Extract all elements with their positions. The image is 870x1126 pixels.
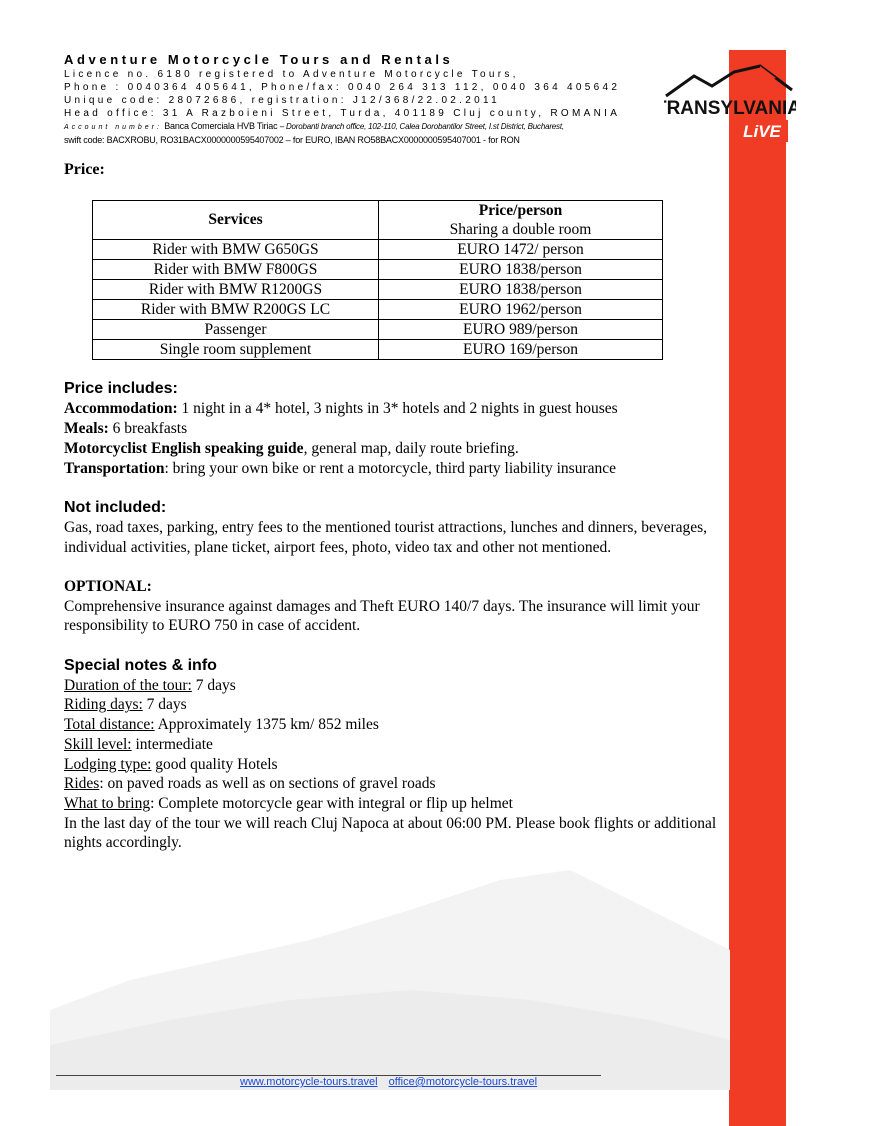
table-row — [93, 259, 663, 279]
note-item: Rides: on paved roads as well as on sections of gravel roads — [64, 775, 436, 793]
mountain-watermark — [50, 870, 730, 1090]
logo-live: LiVE — [743, 122, 781, 141]
swift-prefix: swift code: — [64, 135, 105, 145]
price-cell: EURO 1838/person — [379, 259, 663, 279]
note-item: Duration of the tour: 7 days — [64, 676, 236, 694]
licence-line: Licence no. 6180 registered to Adventure Motorcycle Tours, — [64, 69, 519, 80]
not-included-text: Gas, road taxes, parking, entry fees to the mentioned tourist attractions, lunches and dinners, beverages, individual activities, plane ticket, airport fees, photo, video tax and other not mentioned. — [64, 518, 708, 556]
table-row — [93, 319, 663, 339]
website-link[interactable]: www.motorcycle-tours.travel — [240, 1076, 378, 1088]
includes-accommodation: Accommodation: 1 night in a 4* hotel, 3 nights in 3* hotels and 2 nights in guest houses — [64, 400, 618, 418]
company-name: Adventure Motorcycle Tours and Rentals — [64, 52, 454, 67]
includes-meals: Meals: 6 breakfasts — [64, 420, 188, 438]
notes-heading: Special notes & info — [64, 656, 217, 674]
note-item: Lodging type: good quality Hotels — [64, 755, 278, 773]
includes-heading: Price includes: — [64, 380, 178, 398]
note-item: Riding days: 7 days — [64, 696, 187, 714]
service-cell: Single room supplement — [93, 339, 379, 359]
swift-euro: – for EURO, IBAN RO58BACX0000000595407001 - for RON — [285, 135, 520, 145]
note-item: Skill level: intermediate — [64, 735, 213, 753]
note-item: What to bring: Complete motorcycle gear with integral or flip up helmet — [64, 795, 513, 812]
phone-line: Phone : 0040364 405641, Phone/fax: 0040 264 313 112, 0040 364 405642 — [64, 82, 621, 93]
price-header-label: Price/person — [478, 201, 563, 219]
service-cell: Rider with BMW R200GS LC — [93, 299, 379, 319]
price-cell: EURO 989/person — [379, 319, 663, 339]
table-row — [93, 339, 663, 359]
note-item: Total distance: Approximately 1375 km/ 852 miles — [64, 716, 379, 734]
logo-wordmark: TRANSYLVANIA — [664, 98, 796, 119]
brand-side-bar — [729, 50, 786, 1126]
column-header-price — [379, 200, 663, 239]
main-content — [64, 160, 724, 853]
table-header-row — [93, 200, 663, 239]
optional-heading: OPTIONAL: — [64, 577, 152, 595]
swift-code: BACXROBU, RO31BACX0000000595407002 — [106, 135, 284, 145]
table-row — [93, 239, 663, 259]
price-table — [92, 200, 663, 360]
column-header-services: Services — [93, 200, 379, 239]
table-row — [93, 279, 663, 299]
account-label: Account number: — [64, 124, 162, 131]
notes-closing: In the last day of the tour we will reach Cluj Napoca at about 06:00 PM. Please book flights or additional nights accordingly. — [64, 814, 717, 852]
footer — [240, 1076, 545, 1088]
service-cell: Passenger — [93, 319, 379, 339]
includes-transportation: Transportation: bring your own bike or rent a motorcycle, third party liability insurance — [64, 459, 617, 477]
service-cell: Rider with BMW G650GS — [93, 239, 379, 259]
price-cell: EURO 169/person — [379, 339, 663, 359]
price-heading: Price: — [64, 161, 105, 178]
price-subheader: Sharing a double room — [449, 220, 592, 238]
service-cell: Rider with BMW F800GS — [93, 259, 379, 279]
not-included-heading: Not included: — [64, 498, 167, 516]
letterhead — [64, 52, 724, 147]
email-link[interactable]: office@motorcycle-tours.travel — [388, 1076, 538, 1088]
service-cell: Rider with BMW R1200GS — [93, 279, 379, 299]
swift-line — [64, 134, 724, 147]
includes-guide: Motorcyclist English speaking guide, general map, daily route briefing. — [64, 439, 519, 457]
price-cell: EURO 1838/person — [379, 279, 663, 299]
unique-code-line: Unique code: 28072686, registration: J12/368/22.02.2011 — [64, 95, 500, 106]
optional-text: Comprehensive insurance against damages and Theft EURO 140/7 days. The insurance will limit your responsibility to EURO 750 in case of accident. — [64, 597, 700, 635]
account-bank: Banca Comerciala HVB Tiriac — [164, 121, 278, 131]
account-line — [64, 120, 724, 134]
head-office-line: Head office: 31 A Razboieni Street, Turda, 401189 Cluj county, ROMANIA — [64, 108, 621, 119]
table-row — [93, 299, 663, 319]
price-cell: EURO 1962/person — [379, 299, 663, 319]
price-cell: EURO 1472/ person — [379, 239, 663, 259]
account-branch: – Dorobanti branch office, 102-110, Calea Dorobantilor Street, I.st District, Bucharest, — [279, 122, 564, 131]
